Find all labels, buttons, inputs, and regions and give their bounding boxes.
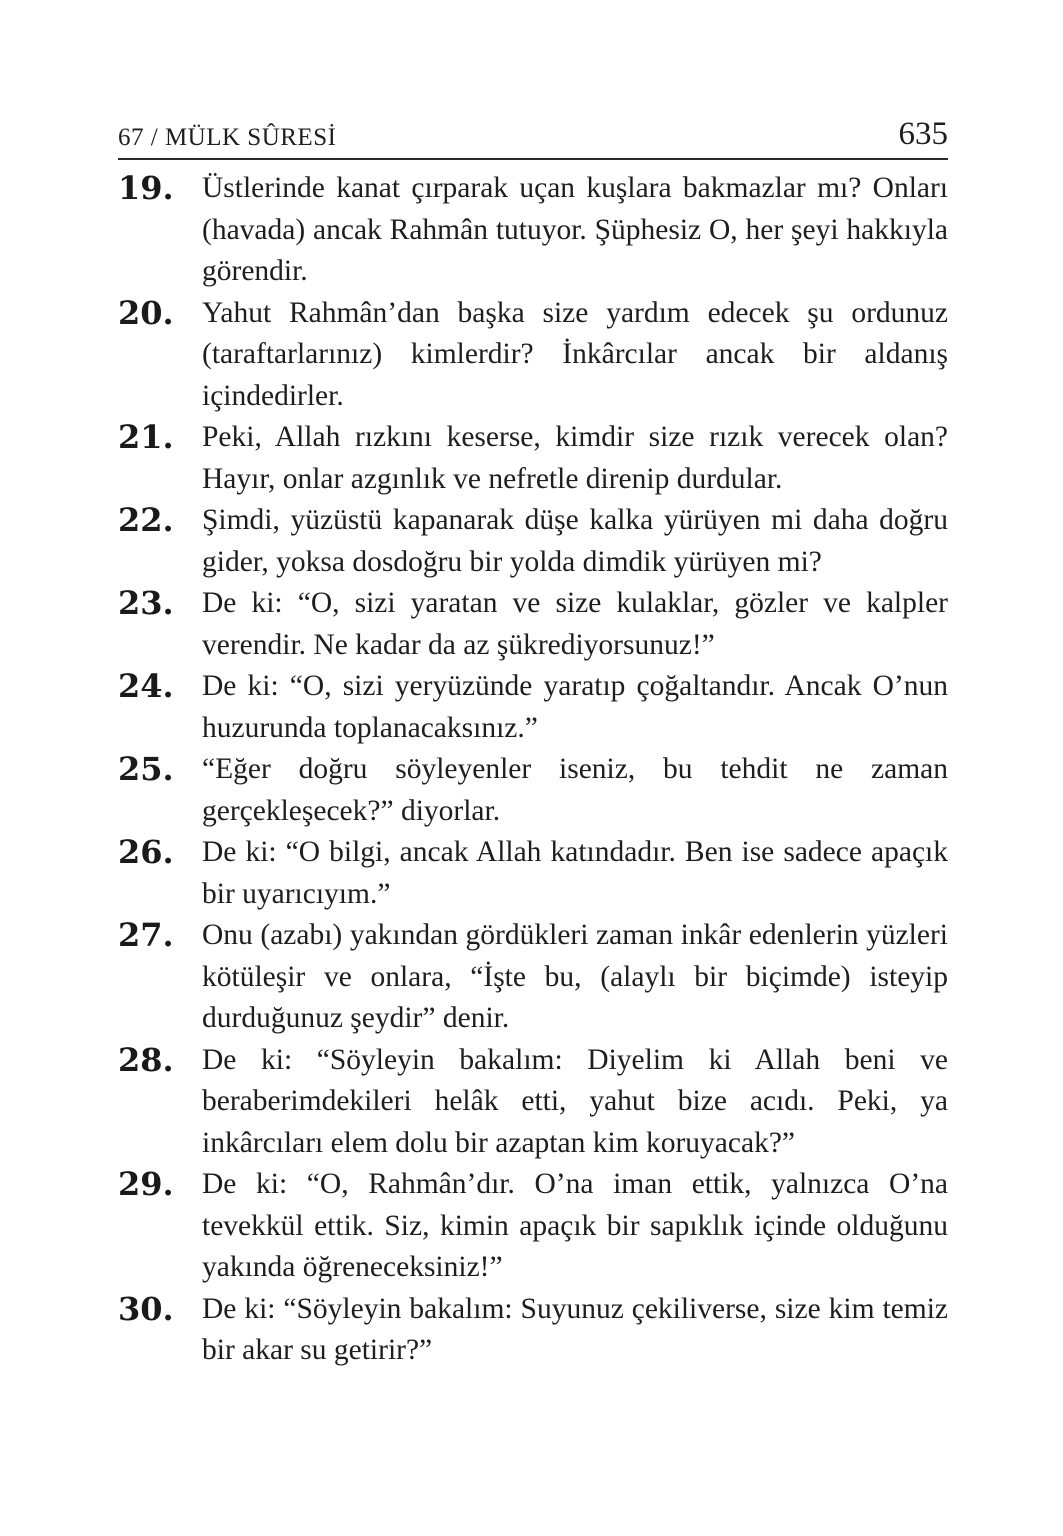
verse-number: 21. <box>118 418 174 456</box>
verse-21 <box>118 417 948 500</box>
verse-number: 28. <box>118 1040 174 1079</box>
running-title: 67 / MÜLK SÛRESİ <box>118 124 337 151</box>
verse-text: De ki: “O, Rahmân’dır. O’na iman ettik, yalnızca O’na tevekkül ettik. Siz, kimin apaçık bir sapıklık içinde olduğunu yakında öğreneceksiniz!” <box>202 1168 948 1283</box>
verse-number: 22. <box>118 501 174 539</box>
verse-number: 25. <box>118 750 174 788</box>
verse-number: 27. <box>118 916 174 954</box>
verse-19 <box>118 168 948 293</box>
verse-text: Yahut Rahmân’dan başka size yardım edecek şu ordunuz (taraftarlarınız) kimlerdir? İnkârcılar ancak bir aldanış içindedirler. <box>202 296 948 412</box>
verse-number: 23. <box>118 584 174 622</box>
verse-30 <box>118 1289 948 1372</box>
verse-text: Şimdi, yüzüstü kapanarak düşe kalka yürüyen mi daha doğru gider, yoksa dosdoğru bir yolda dimdik yürüyen mi? <box>202 504 948 578</box>
verse-26 <box>118 832 948 915</box>
verse-text: De ki: “Söyleyin bakalım: Diyelim ki Allah beni ve beraberimdekileri helâk etti, yahut bize acıdı. Peki, ya inkârcıları elem dolu bir azaptan kim koruyacak?” <box>202 1043 948 1159</box>
page-number: 635 <box>898 116 948 152</box>
verse-22 <box>118 500 948 583</box>
verse-28 <box>118 1040 948 1165</box>
verse-text: De ki: “O bilgi, ancak Allah katındadır. Ben ise sadece apaçık bir uyarıcıyım.” <box>202 836 948 910</box>
verse-text: Peki, Allah rızkını keserse, kimdir size rızık verecek olan? Hayır, onlar azgınlık ve nefretle direnip durdular. <box>202 421 948 495</box>
verse-24 <box>118 666 948 749</box>
verse-20 <box>118 293 948 418</box>
verse-text: Üstlerinde kanat çırparak uçan kuşlara bakmazlar mı? Onları (havada) ancak Rahmân tutuyor. Şüphesiz O, her şeyi hakkıyla görendir. <box>202 172 948 287</box>
verse-text: De ki: “O, sizi yaratan ve size kulaklar, gözler ve kalpler verendir. Ne kadar da az şükrediyorsunuz!” <box>202 587 948 661</box>
verse-25 <box>118 749 948 832</box>
verse-29 <box>118 1164 948 1289</box>
verse-number: 24. <box>118 667 174 705</box>
verse-number: 29. <box>118 1165 174 1203</box>
verse-23 <box>118 583 948 666</box>
verse-text: Onu (azabı) yakından gördükleri zaman inkâr edenlerin yüzleri kötüleşir ve onlara, “İşte bu, (alaylı bir biçimde) isteyip durduğunuz şeydir” denir. <box>202 919 948 1034</box>
verse-text: “Eğer doğru söyleyenler iseniz, bu tehdit ne zaman gerçekleşecek?” diyorlar. <box>202 753 948 827</box>
verse-number: 19. <box>118 169 174 207</box>
verse-number: 26. <box>118 833 174 871</box>
verse-text: De ki: “Söyleyin bakalım: Suyunuz çekiliverse, size kim temiz bir akar su getirir?” <box>202 1292 948 1366</box>
verse-text: De ki: “O, sizi yeryüzünde yaratıp çoğaltandır. Ancak O’nun huzurunda toplanacaksınız.” <box>202 670 948 744</box>
verse-27 <box>118 915 948 1040</box>
verse-number: 20. <box>118 293 174 332</box>
verse-number: 30. <box>118 1289 174 1328</box>
verse-list <box>118 168 948 1372</box>
page-header <box>118 108 948 160</box>
